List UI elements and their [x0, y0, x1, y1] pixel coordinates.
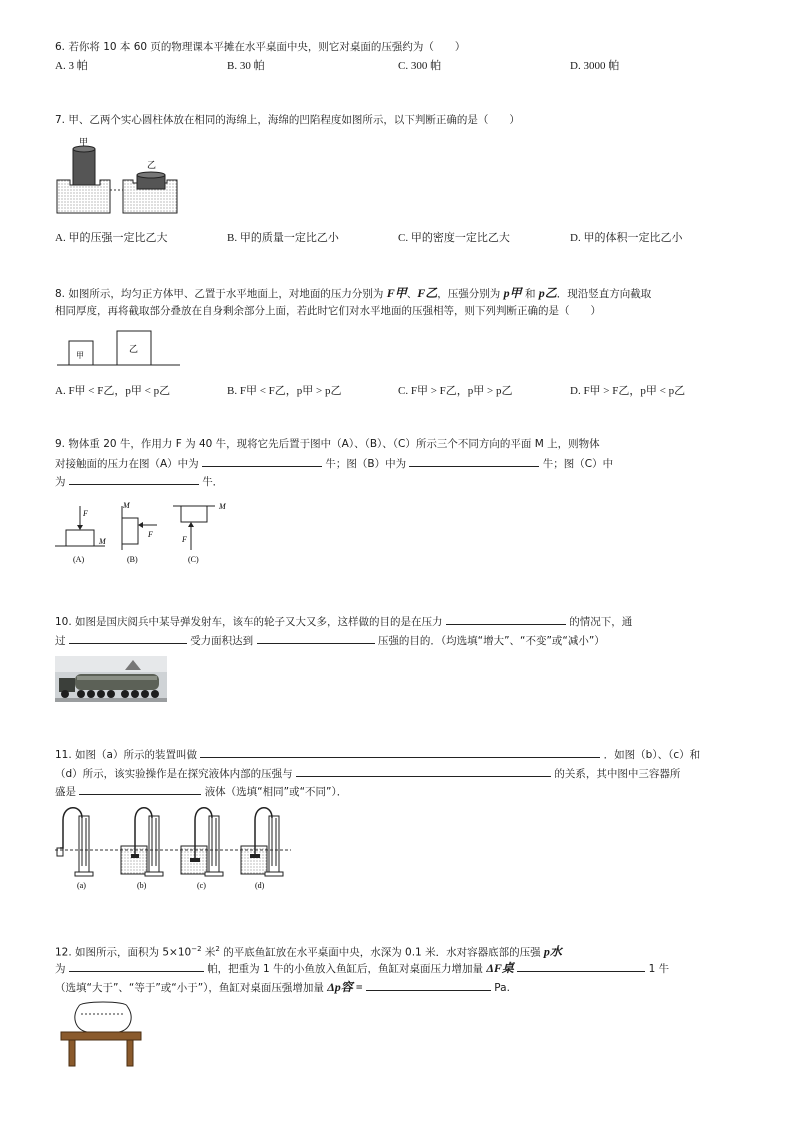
q7-label-yi: 乙	[147, 161, 157, 171]
q8-line1: 8. 如图所示，均匀正方体甲、乙置于水平地面上，对地面的压力分别为 F甲、F乙，压强分别为 p甲 和 p乙．现沿竖直方向截取	[55, 286, 652, 300]
q10-line2: 过 受力面积达到 压强的目的．（均选填“增大”、“不变”或“减小”）	[55, 635, 605, 647]
q10-blank-a[interactable]	[446, 614, 566, 625]
svg-text:(d): (d)	[255, 881, 265, 890]
svg-text:M: M	[123, 501, 130, 510]
q12-fishtank-figure	[57, 998, 145, 1070]
q7-option-c[interactable]: C. 甲的密度一定比乙大	[398, 232, 510, 244]
q12-line3: （选填“大于”、“等于”或“小于”），鱼缸对桌面压强增加量 Δp容 = Pa.	[55, 980, 510, 994]
q12-blank-c[interactable]	[366, 980, 491, 991]
q6-option-b[interactable]: B. 30 帕	[227, 60, 265, 72]
q7-option-b[interactable]: B. 甲的质量一定比乙小	[227, 232, 339, 244]
q12-blank-b[interactable]	[517, 961, 645, 972]
q7-label-jia: 甲	[79, 138, 89, 148]
q10-missile-truck-photo	[55, 656, 167, 702]
q9-line1: 9. 物体重 20 牛，作用力 F 为 40 牛，现将它先后置于图中（A）、（B）、（C）所示三个不同方向的平面 M 上，则物体	[55, 438, 600, 450]
svg-text:F: F	[148, 530, 153, 539]
q10-line1: 10. 如图是国庆阅兵中某导弹发射车，该车的轮子又大又多，这样做的目的是在压力 的情况下，通	[55, 616, 633, 628]
q9-line2: 对接触面的压力在图（A）中为 牛；图（B）中为 牛；图（C）中	[55, 458, 614, 470]
svg-text:M: M	[219, 502, 226, 511]
q11-manometer-figure	[55, 806, 295, 892]
q11-line2: （d）所示，该实验操作是在探究液体内部的压强与 的关系，其中图中三容器所	[55, 768, 681, 780]
q11-line1: 11. 如图（a）所示的装置叫做 ．如图（b）、（c）和	[55, 749, 701, 761]
q6-option-a[interactable]: A. 3 帕	[55, 60, 88, 72]
q11-blank-a[interactable]	[200, 747, 600, 758]
q10-blank-c[interactable]	[257, 633, 375, 644]
q10-blank-b[interactable]	[69, 633, 187, 644]
svg-text:(c): (c)	[197, 881, 206, 890]
q11-blank-b[interactable]	[296, 766, 551, 777]
q8-label-yi: 乙	[129, 345, 139, 355]
q8-option-a[interactable]: A. F甲 < F乙，p甲 < p乙	[55, 385, 171, 397]
q9-blank-b[interactable]	[409, 456, 539, 467]
q8-option-b[interactable]: B. F甲 < F乙，p甲 > p乙	[227, 385, 342, 397]
q9-blank-a[interactable]	[202, 456, 322, 467]
q7-sponge-figure	[55, 135, 185, 215]
q6-option-c[interactable]: C. 300 帕	[398, 60, 442, 72]
q8-option-c[interactable]: C. F甲 > F乙，p甲 > p乙	[398, 385, 513, 397]
svg-text:(A): (A)	[73, 555, 85, 564]
q9-line3: 为 牛．	[55, 476, 224, 488]
svg-text:(b): (b)	[137, 881, 147, 890]
svg-text:F: F	[83, 509, 88, 518]
q8-label-jia: 甲	[76, 351, 84, 360]
svg-text:(a): (a)	[77, 881, 86, 890]
q11-line3: 盛是 液体（选填“相同”或“不同”）．	[55, 786, 348, 798]
q6-option-d[interactable]: D. 3000 帕	[570, 60, 620, 72]
q9-blank-c[interactable]	[69, 474, 199, 485]
q12-blank-a[interactable]	[69, 961, 204, 972]
svg-text:(B): (B)	[127, 555, 138, 564]
svg-text:F: F	[182, 535, 187, 544]
q8-option-d[interactable]: D. F甲 > F乙，p甲 < p乙	[570, 385, 686, 397]
q8-line2: 相同厚度，再将截取部分叠放在自身剩余部分上面，若此时它们对水平地面的压强相等，则下列判断正确的是（ ）	[55, 305, 601, 317]
q12-line2: 为 帕，把重为 1 牛的小鱼放入鱼缸后，鱼缸对桌面压力增加量 ΔF桌 1 牛	[55, 961, 670, 975]
q7-stem: 7. 甲、乙两个实心圆柱体放在相同的海绵上，海绵的凹陷程度如图所示，以下判断正确的是（ ）	[55, 114, 520, 126]
q9-forces-figure	[55, 500, 235, 568]
q8-cubes-figure	[55, 327, 185, 369]
q7-option-d[interactable]: D. 甲的体积一定比乙小	[570, 232, 683, 244]
svg-text:M: M	[99, 537, 106, 546]
q12-line1: 12. 如图所示，面积为 $5\times 10^{-2}$ 米$^2$ 的平底鱼缸放在水平桌面中央，水深为 0.1 米．水对容器底部的压强 p水	[55, 944, 562, 959]
q6-stem: 6. 若你将 10 本 60 页的物理课本平摊在水平桌面中央，则它对桌面的压强约为（ ）	[55, 41, 466, 53]
svg-text:(C): (C)	[188, 555, 199, 564]
q11-blank-c[interactable]	[79, 784, 201, 795]
q7-option-a[interactable]: A. 甲的压强一定比乙大	[55, 232, 168, 244]
